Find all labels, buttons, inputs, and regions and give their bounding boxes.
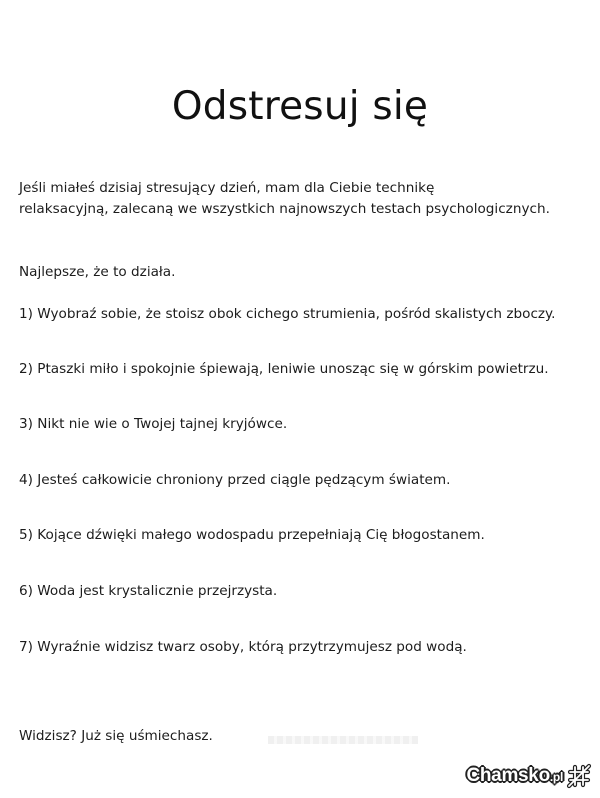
step-item: 3) Nikt nie wie o Twojej tajnej kryjówce. (19, 416, 288, 432)
intro-line-1: Jeśli miałeś dzisiaj stresujący dzień, mam dla Ciebie technikę (19, 180, 435, 196)
closing-sentence: Widzisz? Już się uśmiechasz. (19, 728, 213, 744)
chamsko-logo-icon (566, 763, 592, 789)
faint-scan-artifact (268, 736, 418, 744)
step-item: 6) Woda jest krystalicznie przejrzysta. (19, 583, 278, 599)
watermark-tld: .pl (549, 770, 563, 784)
page-title: Odstresuj się (171, 84, 429, 129)
step-item: 5) Kojące dźwięki małego wodospadu przepełniają Cię błogostanem. (19, 527, 485, 543)
intro-line-2: relaksacyjną, zalecaną we wszystkich najnowszych testach psychologicznych. (19, 201, 550, 217)
watermark-name: Chamsko (466, 765, 550, 786)
step-item: 7) Wyraźnie widzisz twarz osoby, którą przytrzymujesz pod wodą. (19, 639, 467, 655)
lead-sentence: Najlepsze, że to działa. (19, 264, 176, 280)
watermark (466, 763, 592, 789)
step-item: 1) Wyobraź sobie, że stoisz obok cichego strumienia, pośród skalistych zboczy. (19, 306, 556, 322)
intro-paragraph (19, 178, 550, 220)
step-item: 2) Ptaszki miło i spokojnie śpiewają, leniwie unosząc się w górskim powietrzu. (19, 361, 549, 377)
step-item: 4) Jesteś całkowicie chroniony przed ciągle pędzącym światem. (19, 472, 451, 488)
watermark-text (466, 765, 563, 787)
